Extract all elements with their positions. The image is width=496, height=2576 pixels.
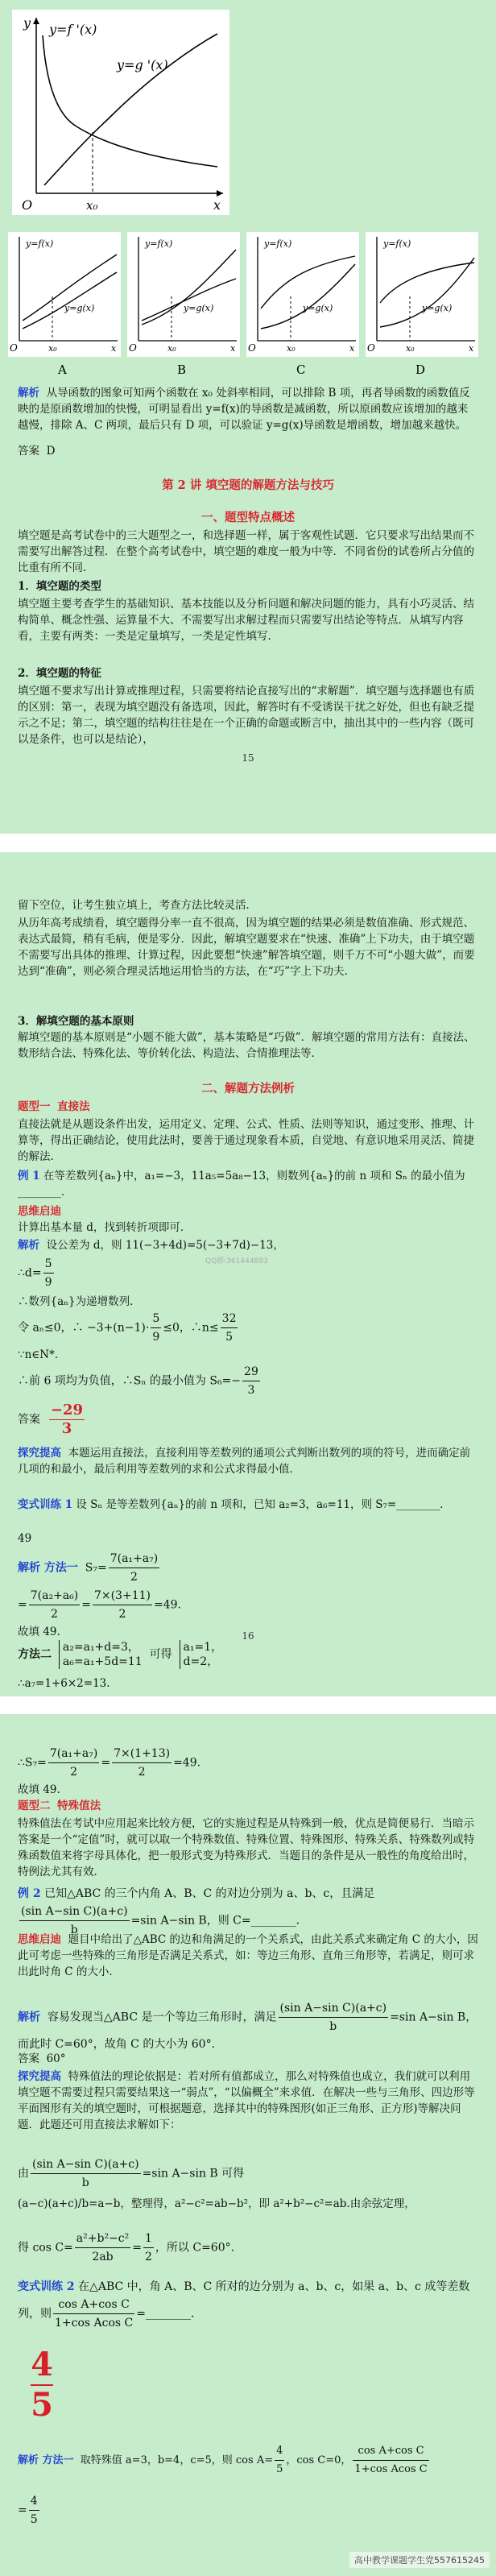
topic1-name: 直接法 <box>57 1100 90 1113</box>
min-prefix: ∴前 6 项均为负值，∴Sₙ 的最小值为 S₆=− <box>18 1374 242 1388</box>
page-2 <box>0 852 496 1696</box>
think1-label: 思维启迪 <box>18 1205 61 1218</box>
principle-paragraph: 解填空题的基本原则是“小题不能大做”，基本策略是“巧做”．解填空题的常用方法有：直接法、数形结合法、特殊化法、等价转化法、构造法、合情推理法等． <box>18 1031 475 1060</box>
derivative-graph <box>12 10 229 215</box>
ineq-mid: ≤0，∴n≤ <box>163 1321 219 1335</box>
ineq-prefix: 令 aₙ≤0，∴ −3+(n−1)· <box>18 1321 150 1335</box>
m2-r1: a₁=1， <box>183 1641 223 1654</box>
variant2 <box>18 2278 478 2332</box>
ans2-value: 60° <box>46 2052 66 2065</box>
min-den: 3 <box>247 1384 255 1397</box>
m1-a-num: 7(a₁+a₇) <box>109 1550 159 1568</box>
answer-label: 答案 <box>18 445 39 458</box>
option-f-label: y=f(x) <box>383 238 411 249</box>
ex2-text-a: 已知△ABC 的三个内角 A、B、C 的对边分别为 a、b、c，且满足 <box>44 1887 375 1900</box>
tip2-label: 探究提高 <box>18 2070 61 2083</box>
ineq-d-den: 9 <box>152 1331 160 1344</box>
s7-prefix: ∴S₇= <box>18 1756 47 1770</box>
d2-frac-num: (sin A−sin C)(a+c) <box>31 2156 141 2174</box>
exam-paragraph: 从历年高考成绩看，填空题得分率一直不很高，因为填空题的结果必须是数值准确、形式规范、表达式最简，稍有毛病，便是零分．因此，解填空题要求在“快速、准确”上下功夫，由于填空题不需要写出具体的推理、计算过程，因此要想“快速”解答填空题，则千万不可“小题大做”，而要达到“准确”，则必须合理灵活地运用恰当的方法，在“巧”字上下功夫． <box>18 917 475 978</box>
s7-num2: 7×(1+13) <box>112 1745 172 1763</box>
m2-get: 可得 <box>149 1648 172 1661</box>
solution3 <box>18 2442 485 2479</box>
graph-origin-label: O <box>22 197 33 213</box>
ans1-num: −29 <box>50 1402 84 1418</box>
d-den: 9 <box>44 1276 52 1289</box>
option-x0-label: x₀ <box>406 343 415 354</box>
option-bg <box>246 232 359 357</box>
option-bg <box>127 232 240 357</box>
option-origin-label: O <box>10 342 18 354</box>
ex1-label: 例 1 <box>18 1170 40 1182</box>
var1-label: 变式训练 1 <box>18 1498 73 1511</box>
ex1-text: 在等差数列{aₙ}中，a₁=−3，11a₅=5a₈−13，则数列{aₙ}的前 n 项和 Sₙ 的最小值为________． <box>18 1170 465 1199</box>
option-g-label: y=g(x) <box>184 303 214 313</box>
m1-c-den: 2 <box>118 1608 126 1621</box>
option-g-label: y=g(x) <box>422 303 453 313</box>
option-f-label: y=f(x) <box>264 238 292 249</box>
example1 <box>18 1168 478 1200</box>
d2-frac-den: b <box>81 2176 89 2189</box>
ex2-label: 例 2 <box>18 1887 41 1900</box>
graph-x-label: x <box>213 197 221 213</box>
method2-final: ∴a₇=1+6×2=13. <box>18 1677 110 1690</box>
d2-b: =sin A−sin B 可得 <box>142 2167 245 2180</box>
topic1-desc: 直接法就是从题设条件出发，运用定义、定理、公式、性质、法则等知识，通过变形、推理、计算等，得出正确结论，使用此法时，要善于通过现象看本质，自觉地、有意识地采用灵活、简捷的解法． <box>18 1118 474 1163</box>
m2-sys1: a₂=a₁+d=3， <box>62 1641 139 1654</box>
var2-label: 变式训练 2 <box>18 2280 75 2293</box>
option-x0-label: x₀ <box>287 343 296 354</box>
s7-num1: 7(a₁+a₇) <box>48 1745 99 1763</box>
m1-c-tail: =49. <box>153 1598 181 1612</box>
think2-paragraph <box>18 1932 478 1980</box>
option-g-label: y=g(x) <box>64 303 95 313</box>
min-num: 29 <box>242 1363 260 1381</box>
sol3-ca-den: 5 <box>276 2463 283 2475</box>
graph-y-label: y <box>23 15 31 31</box>
topic2-name: 特殊值法 <box>57 1799 101 1812</box>
think2-text: 题目中给出了△ABC 的边和角满足的一个关系式，由此关系式来确定角 C 的大小，因此可考虑一些特殊的三角形是否满足关系式，如：等边三角形、直角三角形等，若满足，则可求出此时角 C 的大小． <box>18 1933 478 1978</box>
option-graph-a <box>8 232 121 377</box>
d2-e: = <box>132 2241 142 2255</box>
principle-heading: 3．解填空题的基本原则 <box>18 1015 134 1028</box>
sol2-frac-den: b <box>329 2020 337 2033</box>
option-x-label: x <box>111 343 117 354</box>
m1-prefix: S₇= <box>85 1561 107 1575</box>
topic2-line <box>18 1798 478 1814</box>
min-line <box>18 1363 262 1399</box>
m1-a-den: 2 <box>130 1571 138 1584</box>
d2-c: (a−c)(a+c)/b=a−b，整理得，a²−c²=ab−b²，即 a²+b²−c²=ab.由余弦定理， <box>18 2197 415 2210</box>
option-bg <box>366 232 478 357</box>
sol3-ca-num: 4 <box>275 2442 284 2461</box>
answer1-line <box>18 1402 86 1438</box>
big-num: 4 <box>31 2346 53 2383</box>
var1-answer: 49 <box>18 1532 32 1545</box>
option-graph-c <box>246 232 359 377</box>
type-paragraph: 填空题主要考查学生的基础知识、基本技能以及分析问题和解决问题的能力，具有小巧灵活、结构简单、概念性强、运算量不大、不需要写出求解过程而只需要写出结论等特点．从填写内容看，主要有两类：一类是定量填写，一类是定性填写． <box>18 598 474 643</box>
d-prefix: ∴d= <box>18 1266 42 1280</box>
var2-text-b: =________． <box>136 2307 203 2321</box>
sol3-text: 取特殊值 a=3，b=4，c=5，则 cos A= <box>80 2454 274 2466</box>
d2-d-num: a²+b²−c² <box>75 2230 130 2248</box>
d-value <box>18 1255 56 1291</box>
s7-end: 故填 49. <box>18 1783 60 1796</box>
sol3-f-den: 1+cos Acos C <box>354 2463 428 2475</box>
watermark: QQ群:361444893 <box>205 1257 268 1265</box>
var2-text-a: 在△ABC 中，角 A、B、C 所对的边分别为 a、b、c，如果 a、b、c 成等差数列，则 <box>18 2280 470 2321</box>
option-origin-label: O <box>367 342 375 354</box>
page-number-2: 16 <box>242 1630 254 1642</box>
topic2-label: 题型二 <box>18 1799 51 1812</box>
sol2-label: 解析 <box>18 2011 40 2024</box>
solution3-end: = $\frac{4}{5}$ <box>18 2492 41 2528</box>
type-heading: 1．填空题的类型 <box>18 580 101 593</box>
option-f-label: y=f(x) <box>26 238 54 249</box>
tip2-paragraph <box>18 2069 478 2133</box>
graph-f-label: y=f '(x) <box>49 22 97 37</box>
method1-end: 故填 49. <box>18 1626 60 1638</box>
solution2 <box>18 1999 478 2053</box>
variant1 <box>18 1497 478 1513</box>
answer-value: D <box>46 445 56 458</box>
m2-r2: d=2， <box>183 1655 219 1668</box>
tip2-text: 特殊值法的理论依据是：若对所有值都成立，那么对特殊值也成立，我们就可以利用填空题不需要过程只需要结果这一“弱点”，“以偏概全”来求值．在解决一些与三角形、四边形等平面图形有关的填空题时，可根据题意，选择其中的特殊图形(如正三角形、正方形)等解决问题．此题还可用直接法求解如下： <box>18 2070 475 2131</box>
option-g-label: y=g(x) <box>303 303 333 313</box>
option-letter: C <box>296 362 306 377</box>
jiexi-paragraph <box>18 385 478 433</box>
option-graph-d <box>366 232 478 377</box>
m2-sys2: a₆=a₁+5d=11 <box>62 1655 143 1668</box>
topic1-line <box>18 1099 478 1115</box>
sol2-text: 容易发现当△ABC 是一个等边三角形时，满足 <box>47 2011 277 2024</box>
solution1-line <box>18 1237 478 1253</box>
jiexi-text: 从导函数的图象可知两个函数在 x₀ 处斜率相同，可以排除 B 项，再者导函数的函数值反映的是原函数增加的快慢，可明显看出 y=f(x)的导函数是减函数，所以原函数应该增加的越来越慢，排除 A、C 两项，最后只有 D 项，可以验证 y=g(x)导函数是增函数，增加越来越快。 <box>18 387 470 432</box>
ineq-d-num: 5 <box>151 1310 161 1328</box>
topic1-label: 题型一 <box>18 1100 51 1113</box>
page-3 <box>0 1714 496 2576</box>
option-x-label: x <box>469 343 474 354</box>
page-number-1: 15 <box>242 752 254 764</box>
sol3-end-num: 4 <box>29 2492 39 2511</box>
sol3-mid: ，cos C=0， <box>286 2454 352 2466</box>
option-bg <box>8 232 121 357</box>
tip1-label: 探究提高 <box>18 1447 61 1460</box>
feature-paragraph-cont: 留下空位，让考生独立填上，考查方法比较灵活． <box>18 899 257 912</box>
ans1-den: 3 <box>61 1420 72 1437</box>
option-graphs <box>8 232 488 385</box>
overview-paragraph: 填空题是高考试卷中的三大题型之一，和选择题一样，属于客观性试题．它只要求写出结果而不需要写出解答过程．在整个高考试卷中，填空题的难度一般为中等．不同省份的试卷所占分值的比重有所不同． <box>18 529 474 574</box>
ineq-num: 32 <box>221 1310 238 1328</box>
tip1-text: 本题运用直接法，直接利用等差数列的通项公式判断出数列的项的符号，进而确定前几项的和最小，最后利用等差数列的求和公式求得最小值． <box>18 1447 471 1476</box>
m1-b-den: 2 <box>51 1608 58 1621</box>
cos-c-line <box>18 2230 234 2266</box>
option-origin-label: O <box>248 342 256 354</box>
sol3-end-den: 5 <box>30 2513 38 2526</box>
example2 <box>18 1885 478 1939</box>
ex2-text-b: =sin A−sin B，则 C=________． <box>130 1914 308 1928</box>
method1-line2: = $\frac{\text{7(a₂+a₆)}}{2}$ = $\frac{7\times(3+11)}{2}$ =49. <box>18 1587 181 1623</box>
sol1-text: 设公差为 d，则 11(−3+4d)=5(−3+7d)−13， <box>46 1239 284 1252</box>
option-x0-label: x₀ <box>167 343 176 354</box>
overview-title: 一、题型特点概述 <box>201 511 295 524</box>
graph-x0-label: x₀ <box>86 198 98 213</box>
ex2-frac-num: (sin A−sin C)(a+c) <box>19 1903 130 1921</box>
ex2-frac-den: b <box>70 1924 78 1936</box>
ans1-label: 答案 <box>18 1413 40 1427</box>
answer-line <box>18 443 478 459</box>
d-num: 5 <box>43 1255 54 1274</box>
var2-frac-den: 1+cos Acos C <box>55 2317 134 2330</box>
big-answer <box>31 2347 53 2423</box>
option-x-label: x <box>230 343 236 354</box>
page-1 <box>0 0 496 834</box>
feature-paragraph: 填空题不要求写出计算或推理过程，只需要将结论直接写出的“求解题”．填空题与选择题也有质的区别：第一，表现为填空题没有备选项，因此，解答时有不受诱误干扰之好处，但也有缺乏提示之不足；第二，填空题的结构往往是在一个正确的命题或断言中，抽出其中的一些内容（既可以是条件，也可以是结论）， <box>18 685 475 746</box>
topic2-desc: 特殊值法在考试中应用起来比较方便，它的实施过程是从特殊到一般，优点是简便易行．当暗示答案是一个“定值”时，就可以取一个特殊数值、特殊位置、特殊图形、特殊关系、特殊数列或特殊函数值来将字母具体化，把一般形式变为特殊形式．当题目的条件是从一般性的角度给出时，特例法尤其有效． <box>18 1817 475 1878</box>
sol3-label: 解析 方法一 <box>18 2454 74 2466</box>
d2-a: 由 <box>18 2167 29 2180</box>
method1-line <box>18 1550 161 1586</box>
m1-label: 解析 方法一 <box>18 1561 78 1575</box>
var1-text: 设 Sₙ 是等差数列{aₙ}的前 n 项和，已知 a₂=3，a₆=11，则 S₇=________． <box>76 1498 451 1511</box>
sol2-tail: =sin A−sin B，而此时 C=60°，故角 C 的大小为 60°. <box>18 2011 477 2051</box>
inequality-line <box>18 1310 239 1346</box>
think2-label: 思维启迪 <box>18 1933 61 1946</box>
d2-d: 得 cos C= <box>18 2241 73 2255</box>
s7-den2: 2 <box>138 1766 146 1779</box>
sol1-label: 解析 <box>18 1239 39 1252</box>
tip1-paragraph <box>18 1445 478 1477</box>
option-origin-label: O <box>129 342 137 354</box>
jiexi-label: 解析 <box>18 387 39 400</box>
think1-text: 计算出基本量 d，找到转折项即可． <box>18 1221 192 1234</box>
s7-den1: 2 <box>70 1766 78 1779</box>
sol3-f-num: cos A+cos C <box>353 2442 428 2461</box>
credit-badge: 高中教学课题学生党557615245 <box>349 2552 490 2568</box>
var2-frac-num: cos A+cos C <box>53 2296 134 2314</box>
graph-g-label: y=g '(x) <box>117 57 168 72</box>
section-title: 第 2 讲 填空题的解题方法与技巧 <box>162 478 334 492</box>
s7-tail: =49. <box>173 1756 201 1770</box>
think1-label-line <box>18 1203 478 1220</box>
d2-d-den: 2ab <box>92 2251 114 2263</box>
sol2-frac-num: (sin A−sin C)(a+c) <box>279 1999 389 2018</box>
big-den: 5 <box>31 2386 53 2424</box>
m1-c-num: 7×(3+11) <box>93 1587 152 1605</box>
d2-e-den: 2 <box>144 2251 152 2263</box>
m2-label: 方法二 <box>18 1648 52 1661</box>
option-x0-label: x₀ <box>48 343 57 354</box>
s7-line: ∴S₇= $\frac{\text{7(a₁+a₇)}}{2}$ = $\frac{7\times(1+13)}{2}$ =49. <box>18 1745 200 1781</box>
d2-f: ，所以 C=60°. <box>155 2241 235 2255</box>
option-x-label: x <box>349 343 355 354</box>
option-letter: A <box>58 362 67 377</box>
method2-block <box>18 1640 222 1669</box>
increasing-line: ∴数列{aₙ}为递增数列． <box>18 1295 141 1308</box>
ineq-den: 5 <box>225 1331 234 1344</box>
d2-e-num: 1 <box>143 2230 154 2248</box>
m1-b-num: 7(a₂+a₆) <box>29 1587 80 1605</box>
ans2-label: 答案 <box>18 2052 39 2065</box>
option-graph-b <box>127 232 240 377</box>
feature-heading: 2．填空题的特征 <box>18 667 101 680</box>
n-line: ∵n∈N*． <box>18 1348 66 1361</box>
option-letter: B <box>177 362 187 377</box>
option-f-label: y=f(x) <box>145 238 173 249</box>
methods-title: 二、解题方法例析 <box>201 1082 295 1095</box>
option-letter: D <box>415 362 426 377</box>
direct-derivation <box>18 2156 244 2192</box>
answer2-line <box>18 2051 478 2067</box>
